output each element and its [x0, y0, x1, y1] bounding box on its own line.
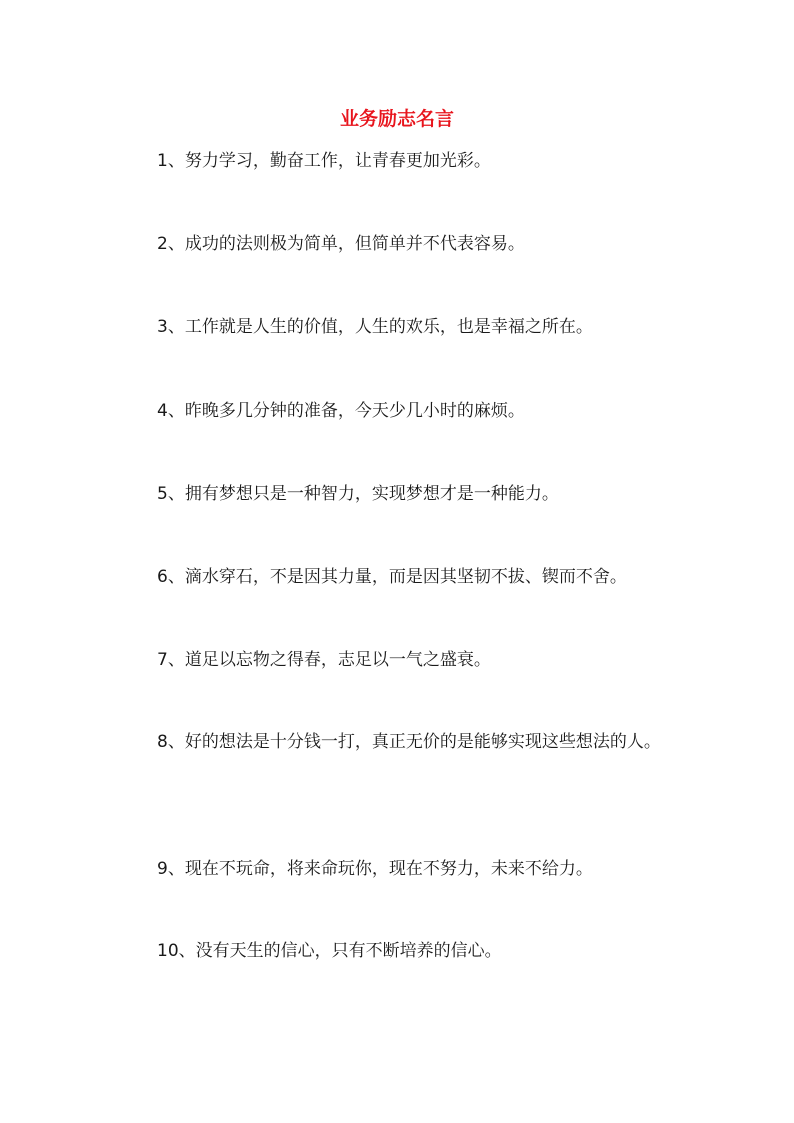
- quote-item: 10、没有天生的信心，只有不断培养的信心。: [157, 941, 502, 961]
- quote-item: 2、成功的法则极为简单，但简单并不代表容易。: [157, 234, 525, 254]
- quote-item: 1、努力学习，勤奋工作，让青春更加光彩。: [157, 151, 491, 171]
- quote-item: 4、昨晚多几分钟的准备，今天少几小时的麻烦。: [157, 401, 525, 421]
- quote-item: 3、工作就是人生的价值，人生的欢乐，也是幸福之所在。: [157, 317, 593, 337]
- document-title: 业务励志名言: [339, 108, 454, 130]
- quote-item: 5、拥有梦想只是一种智力，实现梦想才是一种能力。: [157, 484, 559, 504]
- quote-item: 9、现在不玩命，将来命玩你，现在不努力，未来不给力。: [157, 859, 593, 879]
- quote-item: 8、好的想法是十分钱一打，真正无价的是能够实现这些想法的人。: [157, 732, 661, 752]
- quote-item: 7、道足以忘物之得春，志足以一气之盛衰。: [157, 650, 491, 670]
- quote-item: 6、滴水穿石，不是因其力量，而是因其坚韧不拔、锲而不舍。: [157, 567, 627, 587]
